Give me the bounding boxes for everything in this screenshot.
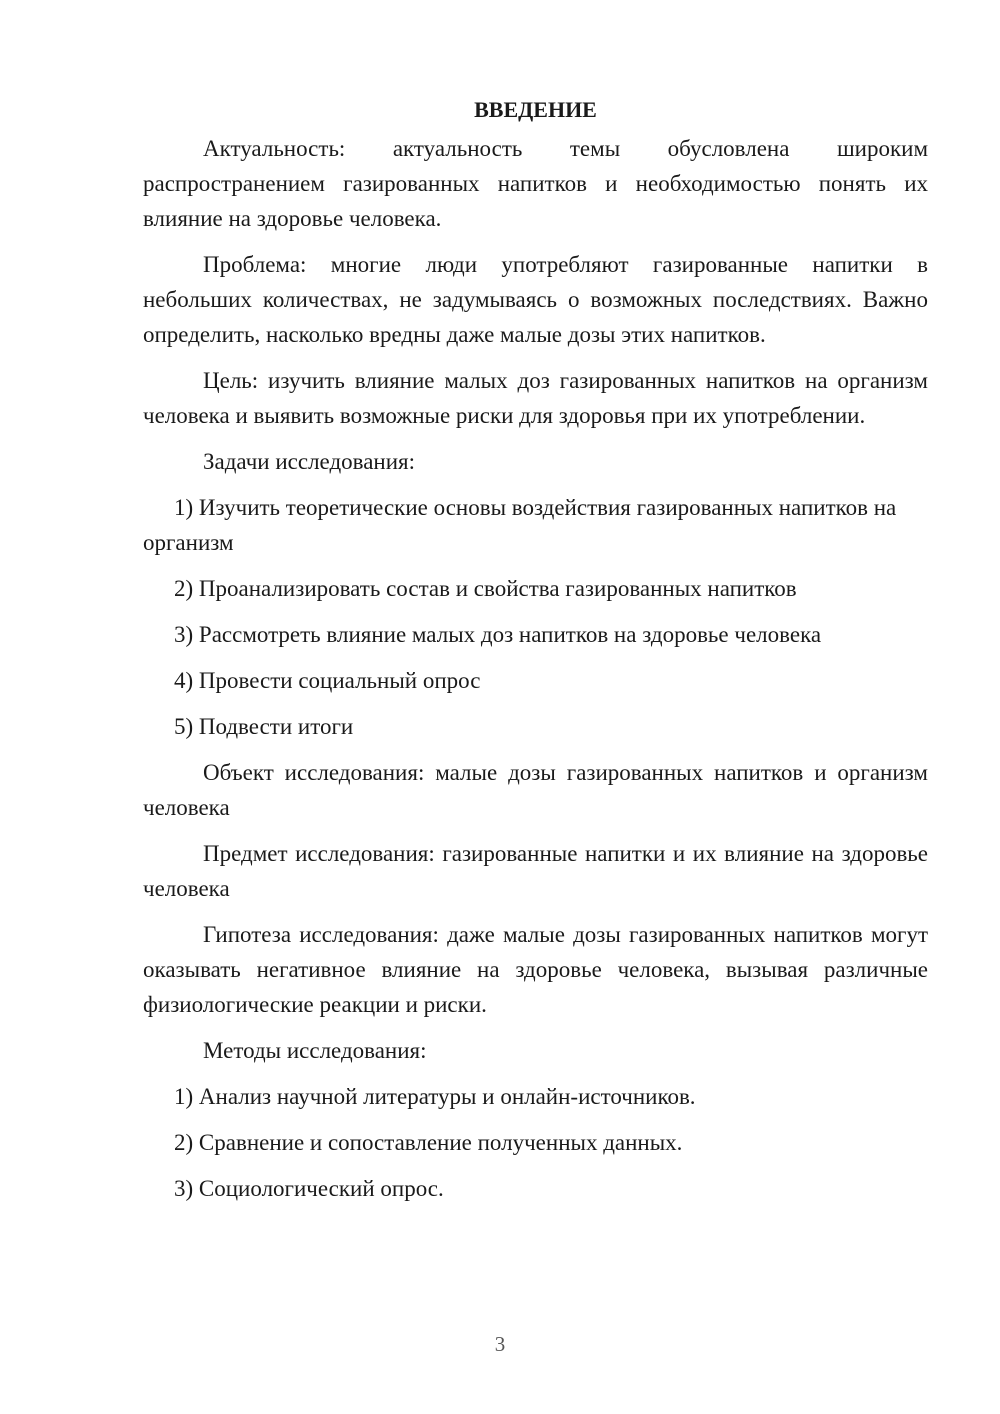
tasks-heading: Задачи исследования: (203, 449, 416, 474)
goal-paragraph: Цель: изучить влияние малых доз газированных напитков на организм человека и выявить возможные риски для здоровья при их употреблении. (143, 368, 928, 428)
list-item: 5) Подвести итоги (174, 714, 354, 739)
page-body (143, 92, 928, 1206)
relevance-paragraph: Актуальность: актуальность темы обусловлена широким распространением газированных напитков и необходимостью понять их влияние на здоровье человека. (143, 136, 928, 231)
methods-heading: Методы исследования: (203, 1038, 427, 1063)
page-title: ВВЕДЕНИЕ (474, 97, 597, 122)
object-paragraph: Объект исследования: малые дозы газированных напитков и организм человека (143, 760, 928, 820)
list-item: 4) Провести социальный опрос (174, 668, 481, 693)
list-item: 1) Изучить теоретические основы воздействия газированных напитков на организм (143, 495, 897, 555)
problem-paragraph: Проблема: многие люди употребляют газированные напитки в небольших количествах, не задумываясь о возможных последствиях. Важно определить, насколько вредны даже малые дозы этих напитков. (143, 252, 928, 347)
list-item: 2) Сравнение и сопоставление полученных данных. (174, 1130, 683, 1155)
list-item: 2) Проанализировать состав и свойства газированных напитков (174, 576, 797, 601)
tasks-list (143, 490, 928, 744)
list-item: 1) Анализ научной литературы и онлайн-источников. (174, 1084, 696, 1109)
list-item: 3) Рассмотреть влияние малых доз напитков на здоровье человека (174, 622, 822, 647)
page-number: 3 (494, 1332, 506, 1356)
subject-paragraph: Предмет исследования: газированные напитки и их влияние на здоровье человека (143, 841, 928, 901)
methods-list (143, 1079, 928, 1206)
list-item: 3) Социологический опрос. (174, 1176, 444, 1201)
hypothesis-paragraph: Гипотеза исследования: даже малые дозы газированных напитков могут оказывать негативное влияние на здоровье человека, вызывая различные физиологические реакции и риски. (143, 922, 928, 1017)
